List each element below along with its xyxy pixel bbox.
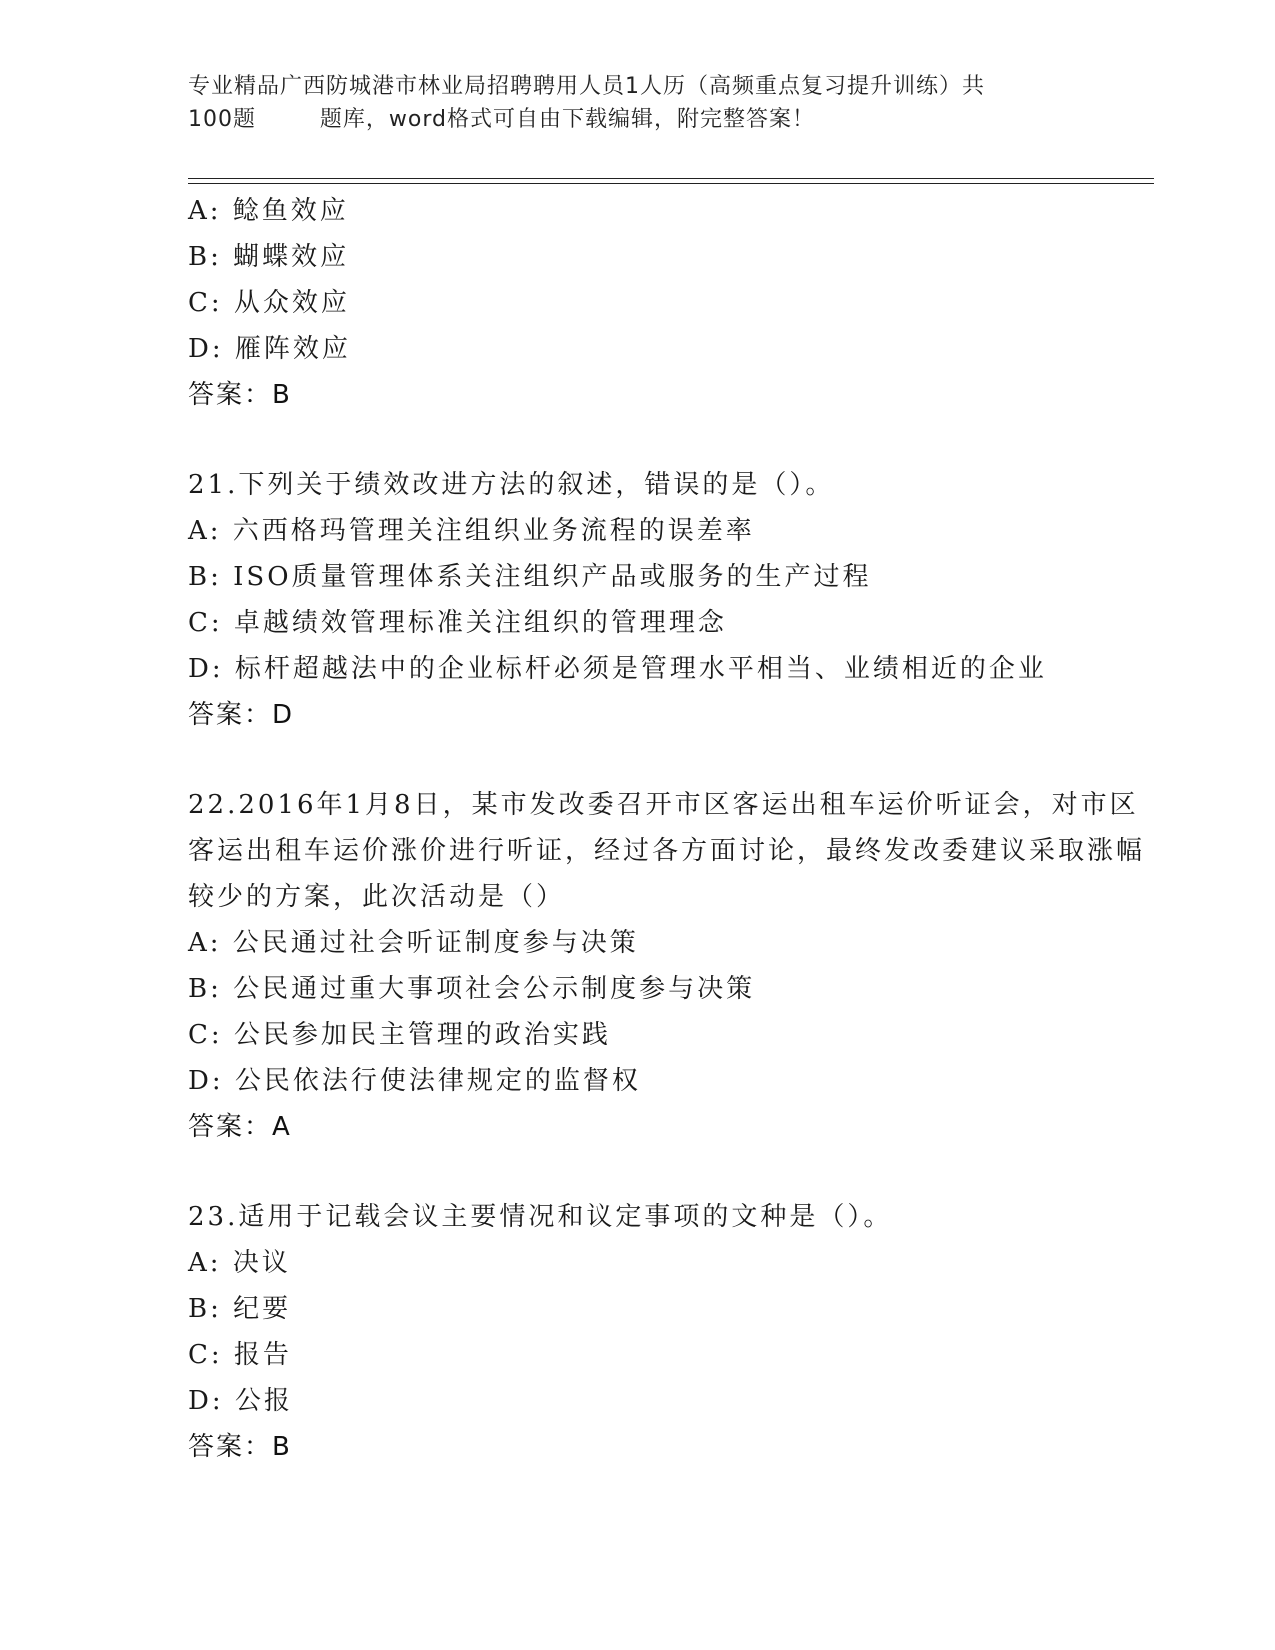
question-stem: 21.下列关于绩效改进方法的叙述，错误的是（）。: [188, 470, 835, 500]
option-c: C: 报告: [188, 1340, 292, 1370]
option-d: D: 标杆超越法中的企业标杆必须是管理水平相当、业绩相近的企业: [188, 654, 1047, 684]
option-c: C: 从众效应: [188, 288, 350, 318]
question-stem: 23.适用于记载会议主要情况和议定事项的文种是（）。: [188, 1202, 893, 1232]
option-d: D: 雁阵效应: [188, 334, 351, 364]
option-a: A: 公民通过社会听证制度参与决策: [188, 928, 639, 958]
option-b: B: 纪要: [188, 1294, 292, 1324]
answer-line: 答案：D: [188, 700, 295, 730]
option-a: A: 决议: [188, 1248, 291, 1278]
answer-line: 答案：A: [188, 1112, 292, 1142]
option-b: B: ISO质量管理体系关注组织产品或服务的生产过程: [188, 562, 872, 592]
option-c: C: 公民参加民主管理的政治实践: [188, 1020, 611, 1050]
option-a: A: 六西格玛管理关注组织业务流程的误差率: [188, 516, 755, 546]
header-divider: [188, 178, 1154, 184]
question-block-21: [188, 462, 1148, 738]
answer-line: 答案：B: [188, 380, 292, 410]
option-a: A: 鲶鱼效应: [188, 196, 349, 226]
question-block-20: [188, 188, 1148, 418]
document-header: [188, 70, 1088, 136]
option-c: C: 卓越绩效管理标准关注组织的管理理念: [188, 608, 727, 638]
question-stem: 22.2016年1月8日，某市发改委召开市区客运出租车运价听证会，对市区客运出租车运价涨价进行听证，经过各方面讨论，最终发改委建议采取涨幅较少的方案，此次活动是（）: [188, 790, 1146, 912]
option-d: D: 公报: [188, 1386, 293, 1416]
document-body: [188, 188, 1148, 1470]
option-b: B: 蝴蝶效应: [188, 242, 350, 272]
option-b: B: 公民通过重大事项社会公示制度参与决策: [188, 974, 756, 1004]
header-title-line1: 专业精品广西防城港市林业局招聘聘用人员1人历（高频重点复习提升训练）共: [188, 74, 985, 99]
question-block-23: [188, 1194, 1148, 1470]
answer-line: 答案：B: [188, 1432, 292, 1462]
header-title-line2: 100题 题库，word格式可自由下载编辑，附完整答案！: [188, 107, 816, 132]
option-d: D: 公民依法行使法律规定的监督权: [188, 1066, 641, 1096]
question-block-22: [188, 782, 1148, 1150]
